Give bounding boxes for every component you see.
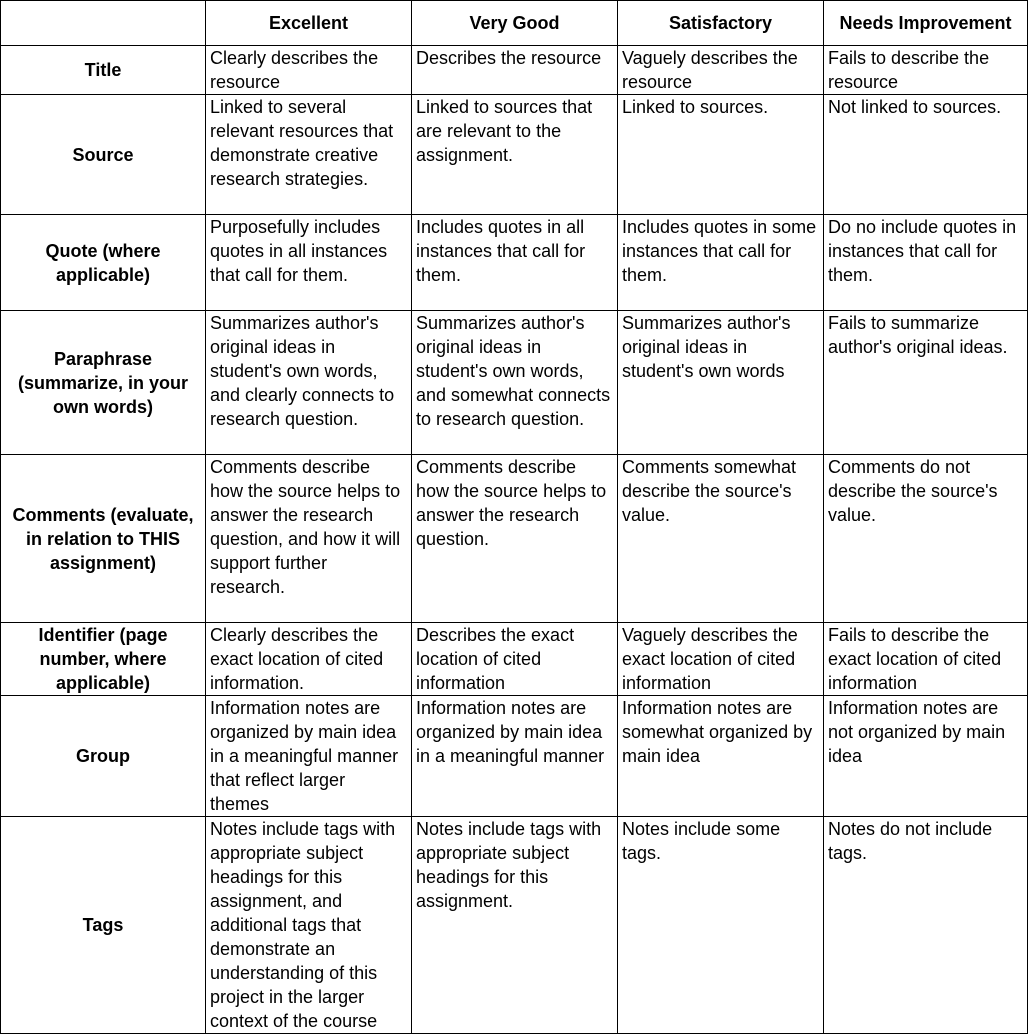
rubric-cell: Fails to summarize author's original ideas. [824, 311, 1028, 455]
rubric-cell: Purposefully includes quotes in all instances that call for them. [206, 215, 412, 311]
header-very-good: Very Good [412, 1, 618, 46]
rubric-cell: Information notes are somewhat organized by main idea [618, 696, 824, 817]
rubric-cell: Comments do not describe the source's value. [824, 455, 1028, 623]
rubric-cell: Summarizes author's original ideas in student's own words [618, 311, 824, 455]
criterion-cell: Identifier (page number, where applicable) [1, 623, 206, 696]
table-row-comments [1, 455, 1028, 623]
header-needs-improvement: Needs Improvement [824, 1, 1028, 46]
header-corner-cell [1, 1, 206, 46]
rubric-cell: Notes do not include tags. [824, 817, 1028, 1034]
rubric-cell: Clearly describes the resource [206, 46, 412, 95]
header-satisfactory: Satisfactory [618, 1, 824, 46]
rubric-cell: Comments somewhat describe the source's value. [618, 455, 824, 623]
rubric-cell: Notes include tags with appropriate subject headings for this assignment, and additional tags that demonstrate an understanding of this project in the larger context of the course [206, 817, 412, 1034]
table-row-identifier [1, 623, 1028, 696]
header-row [1, 1, 1028, 46]
rubric-cell: Fails to describe the resource [824, 46, 1028, 95]
header-excellent: Excellent [206, 1, 412, 46]
rubric-cell: Vaguely describes the exact location of cited information [618, 623, 824, 696]
rubric-cell: Describes the exact location of cited information [412, 623, 618, 696]
criterion-cell: Group [1, 696, 206, 817]
criterion-cell: Paraphrase (summarize, in your own words) [1, 311, 206, 455]
table-row-tags [1, 817, 1028, 1034]
rubric-cell: Notes include some tags. [618, 817, 824, 1034]
rubric-cell: Summarizes author's original ideas in student's own words, and clearly connects to research question. [206, 311, 412, 455]
table-row-quote [1, 215, 1028, 311]
rubric-cell: Information notes are not organized by main idea [824, 696, 1028, 817]
rubric-cell: Information notes are organized by main idea in a meaningful manner that reflect larger themes [206, 696, 412, 817]
rubric-cell: Includes quotes in all instances that call for them. [412, 215, 618, 311]
criterion-cell: Source [1, 95, 206, 215]
criterion-cell: Tags [1, 817, 206, 1034]
criterion-cell: Comments (evaluate, in relation to THIS assignment) [1, 455, 206, 623]
rubric-cell: Comments describe how the source helps to answer the research question. [412, 455, 618, 623]
rubric-cell: Linked to sources that are relevant to the assignment. [412, 95, 618, 215]
table-row-group [1, 696, 1028, 817]
rubric-cell: Comments describe how the source helps to answer the research question, and how it will support further research. [206, 455, 412, 623]
rubric-cell: Describes the resource [412, 46, 618, 95]
rubric-cell: Linked to sources. [618, 95, 824, 215]
rubric-cell: Linked to several relevant resources that demonstrate creative research strategies. [206, 95, 412, 215]
rubric-cell: Vaguely describes the resource [618, 46, 824, 95]
rubric-cell: Summarizes author's original ideas in student's own words, and somewhat connects to research question. [412, 311, 618, 455]
table-row-source [1, 95, 1028, 215]
table-row-paraphrase [1, 311, 1028, 455]
criterion-cell: Quote (where applicable) [1, 215, 206, 311]
rubric-cell: Notes include tags with appropriate subject headings for this assignment. [412, 817, 618, 1034]
rubric-cell: Includes quotes in some instances that call for them. [618, 215, 824, 311]
rubric-cell: Not linked to sources. [824, 95, 1028, 215]
table-row-title [1, 46, 1028, 95]
criterion-cell: Title [1, 46, 206, 95]
rubric-cell: Do no include quotes in instances that call for them. [824, 215, 1028, 311]
rubric-cell: Information notes are organized by main idea in a meaningful manner [412, 696, 618, 817]
rubric-cell: Fails to describe the exact location of cited information [824, 623, 1028, 696]
rubric-cell: Clearly describes the exact location of cited information. [206, 623, 412, 696]
